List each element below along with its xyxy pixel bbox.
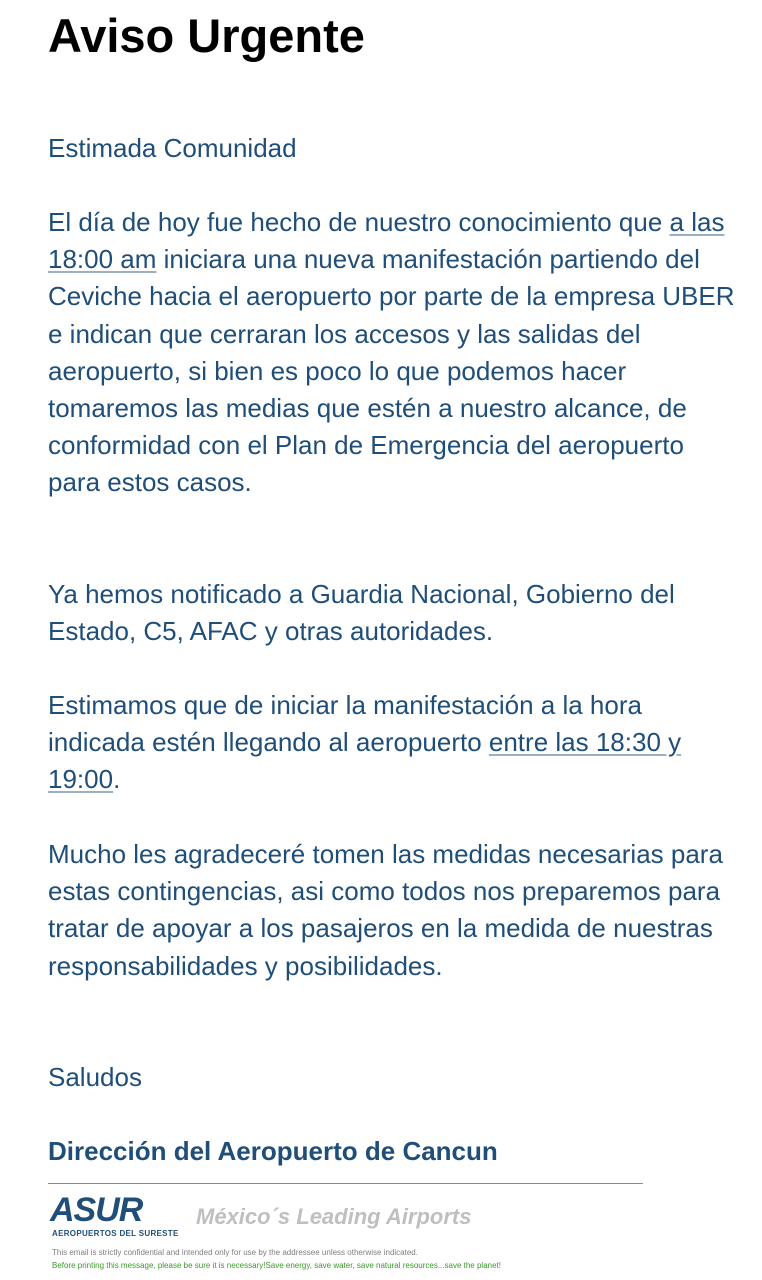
announcement-text-end: iniciara una nueva manifestación partiendo del Ceviche hacia el aeropuerto por parte de la empresa UBER e indican que cerraran los accesos y las salidas del aeropuerto, si bien es poco lo que podemos hacer tomaremos las medias que estén a nuestro alcance, de conformidad con el Plan de Emergencia del aeropuerto para estos casos.	[48, 244, 735, 498]
asur-logo	[50, 1191, 182, 1241]
time-range-link[interactable]: entre las 18:30 y 19:00	[48, 727, 682, 795]
paragraph-announcement	[48, 204, 738, 502]
logo-subtitle: AEROPUERTOS DEL SURESTE	[52, 1229, 179, 1238]
confidentiality-disclaimer: This email is strictly confidential and intended only for use by the addressee unless otherwise indicated.	[52, 1248, 418, 1257]
tagline: México´s Leading Airports	[196, 1204, 472, 1229]
signature-divider	[48, 1183, 643, 1184]
time-link[interactable]: a las 18:00 am	[48, 207, 725, 275]
estimate-text-end: .	[113, 764, 121, 795]
paragraph-notified: Ya hemos notificado a Guardia Nacional, Gobierno del Estado, C5, AFAC y otras autoridades.	[48, 579, 675, 647]
logo-name: ASUR	[50, 1191, 143, 1229]
paragraph-estimate	[48, 687, 738, 799]
announcement-text-start: El día de hoy fue hecho de nuestro conocimiento que	[48, 207, 670, 237]
closing: Saludos	[48, 1062, 142, 1092]
signature: Dirección del Aeropuerto de Cancun	[48, 1136, 498, 1166]
greeting: Estimada Comunidad	[48, 133, 297, 163]
notice-title: Aviso Urgente	[48, 9, 365, 62]
paragraph-request: Mucho les agradeceré tomen las medidas necesarias para estas contingencias, asi como todos nos preparemos para tratar de apoyar a los pasajeros en la medida de nuestras responsabilidades y posibilidades.	[48, 839, 723, 981]
eco-note: Before printing this message, please be sure it is necessary!Save energy, save water, save natural resources...save the planet!	[52, 1261, 501, 1270]
estimate-text-start: Estimamos que de iniciar la manifestación a la hora indicada estén llegando al aeropuerto	[48, 690, 642, 758]
